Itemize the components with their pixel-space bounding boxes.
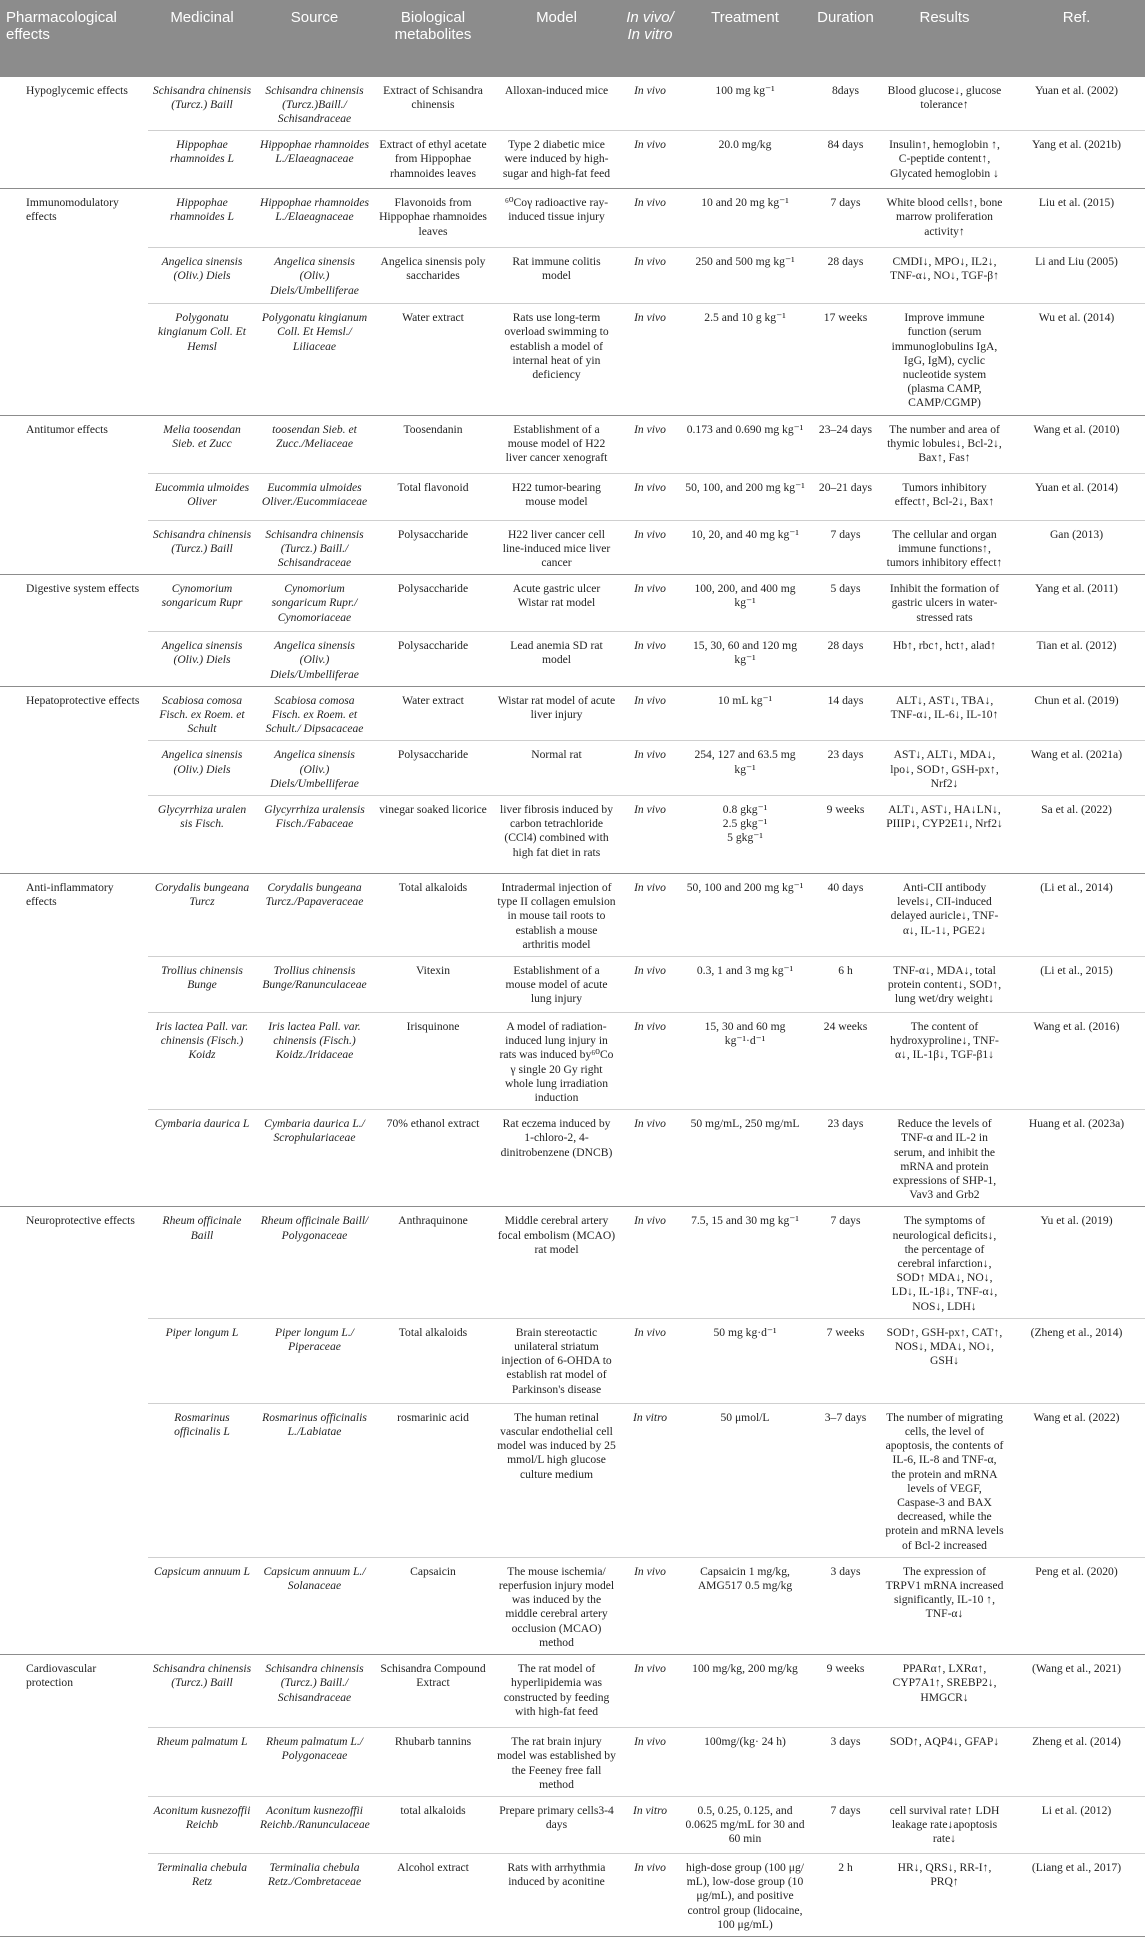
- cell-invivo: In vivo: [620, 741, 680, 796]
- cell-metabolites: Polysaccharide: [373, 632, 493, 687]
- cell-effect: Digestive system effects: [0, 575, 148, 632]
- cell-medicinal: Rheum officinale Baill: [148, 1207, 256, 1318]
- cell-effect: [0, 520, 148, 575]
- cell-model: ⁶⁰Coγ radioactive ray-induced tissue injury: [493, 189, 620, 248]
- table-row: [0, 248, 1145, 304]
- cell-results: TNF-α↓, MDA↓, total protein content↓, SOD↑, lung wet/dry weight↓: [881, 956, 1008, 1012]
- cell-medicinal: Angelica sinensis (Oliv.) Diels: [148, 632, 256, 687]
- cell-metabolites: total alkaloids: [373, 1796, 493, 1853]
- cell-source: Angelica sinensis (Oliv.) Diels/Umbelliferae: [256, 741, 373, 796]
- cell-model: H22 tumor-bearing mouse model: [493, 473, 620, 520]
- cell-duration: 3 days: [810, 1728, 881, 1797]
- cell-results: Insulin↑, hemoglobin ↑, C-peptide content↑, Glycated hemoglobin ↓: [881, 131, 1008, 189]
- cell-model: Acute gastric ulcer Wistar rat model: [493, 575, 620, 632]
- cell-source: Polygonatu kingianum Coll. Et Hemsl./ Liliaceae: [256, 304, 373, 415]
- cell-results: The number and area of thymic lobules↓, Bcl-2↓, Bax↑, Fas↑: [881, 415, 1008, 473]
- cell-medicinal: Trollius chinensis Bunge: [148, 956, 256, 1012]
- cell-invivo: In vivo: [620, 131, 680, 189]
- cell-ref: (Li et al., 2015): [1008, 956, 1145, 1012]
- cell-ref: Wu et al. (2014): [1008, 304, 1145, 415]
- cell-medicinal: Piper longum L: [148, 1318, 256, 1403]
- cell-duration: 7 days: [810, 1796, 881, 1853]
- cell-metabolites: Polysaccharide: [373, 520, 493, 575]
- cell-source: Glycyrrhiza uralensis Fisch./Fabaceae: [256, 795, 373, 873]
- table-row: [0, 520, 1145, 575]
- cell-model: liver fibrosis induced by carbon tetrachloride (CCl4) combined with high fat diet in rats: [493, 795, 620, 873]
- cell-duration: 3 days: [810, 1557, 881, 1654]
- cell-metabolites: Schisandra Compound Extract: [373, 1655, 493, 1728]
- cell-effect: Hepatoprotective effects: [0, 686, 148, 741]
- cell-invivo: In vivo: [620, 1207, 680, 1318]
- cell-metabolites: Toosendanin: [373, 415, 493, 473]
- cell-ref: Zheng et al. (2014): [1008, 1728, 1145, 1797]
- cell-source: Corydalis bungeana Turcz./Papaveraceae: [256, 873, 373, 956]
- cell-effect: Antitumor effects: [0, 415, 148, 473]
- cell-medicinal: Polygonatu kingianum Coll. Et Hemsl: [148, 304, 256, 415]
- cell-duration: 24 weeks: [810, 1012, 881, 1109]
- cell-results: Improve immune function (serum immunoglobulins IgA, IgG, IgM), cyclic nucleotide system (plasma CAMP, CAMP/CGMP): [881, 304, 1008, 415]
- cell-medicinal: Cymbaria daurica L: [148, 1110, 256, 1207]
- cell-invivo: In vivo: [620, 1318, 680, 1403]
- header-duration: Duration: [810, 0, 881, 76]
- cell-results: The cellular and organ immune functions↑, tumors inhibitory effect↑: [881, 520, 1008, 575]
- cell-duration: 14 days: [810, 686, 881, 741]
- header-source: Source: [256, 0, 373, 76]
- cell-medicinal: Angelica sinensis (Oliv.) Diels: [148, 248, 256, 304]
- cell-treatment: 100 mg/kg, 200 mg/kg: [680, 1655, 810, 1728]
- cell-invivo: In vitro: [620, 1796, 680, 1853]
- cell-results: ALT↓, AST↓, HA↓LN↓, PIIIP↓, CYP2E1↓, Nrf2↓: [881, 795, 1008, 873]
- cell-ref: Li et al. (2012): [1008, 1796, 1145, 1853]
- cell-source: toosendan Sieb. et Zucc./Meliaceae: [256, 415, 373, 473]
- table-row: [0, 686, 1145, 741]
- cell-metabolites: Total alkaloids: [373, 1318, 493, 1403]
- cell-results: SOD↑, GSH-px↑, CAT↑, NOS↓, MDA↓, NO↓, GSH↓: [881, 1318, 1008, 1403]
- cell-effect: [0, 473, 148, 520]
- cell-invivo: In vivo: [620, 1728, 680, 1797]
- cell-results: Hb↑, rbc↑, hct↑, alad↑: [881, 632, 1008, 687]
- table-row: [0, 1557, 1145, 1654]
- cell-treatment: 0.173 and 0.690 mg kg⁻¹: [680, 415, 810, 473]
- cell-treatment: 10 mL kg⁻¹: [680, 686, 810, 741]
- cell-results: Anti-CII antibody levels↓, CII-induced delayed auricle↓, TNF-α↓, IL-1↓, PGE2↓: [881, 873, 1008, 956]
- cell-ref: Peng et al. (2020): [1008, 1557, 1145, 1654]
- cell-ref: Wang et al. (2016): [1008, 1012, 1145, 1109]
- cell-effect: [0, 1318, 148, 1403]
- cell-effect: [0, 1110, 148, 1207]
- table-row: [0, 76, 1145, 131]
- cell-treatment: 10 and 20 mg kg⁻¹: [680, 189, 810, 248]
- cell-ref: Chun et al. (2019): [1008, 686, 1145, 741]
- cell-ref: Li and Liu (2005): [1008, 248, 1145, 304]
- cell-medicinal: Schisandra chinensis (Turcz.) Baill: [148, 520, 256, 575]
- cell-source: Hippophae rhamnoides L./Elaeagnaceae: [256, 189, 373, 248]
- cell-duration: 23–24 days: [810, 415, 881, 473]
- cell-metabolites: Anthraquinone: [373, 1207, 493, 1318]
- cell-treatment: 0.3, 1 and 3 mg kg⁻¹: [680, 956, 810, 1012]
- table-row: [0, 1318, 1145, 1403]
- cell-metabolites: vinegar soaked licorice: [373, 795, 493, 873]
- table-row: [0, 1796, 1145, 1853]
- cell-ref: Gan (2013): [1008, 520, 1145, 575]
- table-row: [0, 473, 1145, 520]
- cell-duration: 2 h: [810, 1853, 881, 1936]
- table-row: [0, 741, 1145, 796]
- cell-model: A model of radiation-induced lung injury in rats was induced by⁶⁰Co γ single 20 Gy right whole lung irradiation induction: [493, 1012, 620, 1109]
- cell-duration: 9 weeks: [810, 795, 881, 873]
- cell-results: White blood cells↑, bone marrow proliferation activity↑: [881, 189, 1008, 248]
- cell-invivo: In vivo: [620, 1110, 680, 1207]
- header-invivo: In vivo/ In vitro: [620, 0, 680, 76]
- cell-invivo: In vivo: [620, 1557, 680, 1654]
- cell-medicinal: Terminalia chebula Retz: [148, 1853, 256, 1936]
- cell-ref: Yuan et al. (2002): [1008, 76, 1145, 131]
- cell-metabolites: Polysaccharide: [373, 741, 493, 796]
- cell-duration: 20–21 days: [810, 473, 881, 520]
- cell-invivo: In vivo: [620, 1853, 680, 1936]
- cell-duration: 3–7 days: [810, 1403, 881, 1557]
- cell-source: Rheum officinale Baill/ Polygonaceae: [256, 1207, 373, 1318]
- cell-effect: [0, 1012, 148, 1109]
- cell-treatment: 100, 200, and 400 mg kg⁻¹: [680, 575, 810, 632]
- cell-invivo: In vivo: [620, 873, 680, 956]
- cell-ref: Wang et al. (2021a): [1008, 741, 1145, 796]
- cell-ref: Sa et al. (2022): [1008, 795, 1145, 873]
- cell-duration: 7 weeks: [810, 1318, 881, 1403]
- cell-effect: [0, 1403, 148, 1557]
- table-row: [0, 1728, 1145, 1797]
- cell-metabolites: Polysaccharide: [373, 575, 493, 632]
- header-ref: Ref.: [1008, 0, 1145, 76]
- cell-results: CMDI↓, MPO↓, IL2↓, TNF-α↓, NO↓, TGF-β↑: [881, 248, 1008, 304]
- cell-ref: Huang et al. (2023a): [1008, 1110, 1145, 1207]
- table-row: [0, 956, 1145, 1012]
- cell-model: Establishment of a mouse model of H22 liver cancer xenograft: [493, 415, 620, 473]
- cell-ref: Liu et al. (2015): [1008, 189, 1145, 248]
- cell-invivo: In vivo: [620, 415, 680, 473]
- cell-source: Piper longum L./ Piperaceae: [256, 1318, 373, 1403]
- cell-invivo: In vivo: [620, 686, 680, 741]
- cell-results: SOD↑, AQP4↓, GFAP↓: [881, 1728, 1008, 1797]
- cell-results: The expression of TRPV1 mRNA increased significantly, IL-10 ↑, TNF-α↓: [881, 1557, 1008, 1654]
- cell-results: AST↓, ALT↓, MDA↓, lpo↓, SOD↑, GSH-px↑, Nrf2↓: [881, 741, 1008, 796]
- cell-source: Capsicum annuum L./ Solanaceae: [256, 1557, 373, 1654]
- cell-medicinal: Eucommia ulmoides Oliver: [148, 473, 256, 520]
- cell-invivo: In vitro: [620, 1403, 680, 1557]
- cell-effect: [0, 632, 148, 687]
- cell-medicinal: Scabiosa comosa Fisch. ex Roem. et Schult: [148, 686, 256, 741]
- table-row: [0, 131, 1145, 189]
- cell-duration: 7 days: [810, 189, 881, 248]
- cell-model: Lead anemia SD rat model: [493, 632, 620, 687]
- cell-ref: (Li et al., 2014): [1008, 873, 1145, 956]
- table-row: [0, 1655, 1145, 1728]
- cell-model: Rats with arrhythmia induced by aconitine: [493, 1853, 620, 1936]
- cell-effect: [0, 131, 148, 189]
- cell-effect: Hypoglycemic effects: [0, 76, 148, 131]
- table-row: [0, 415, 1145, 473]
- table-row: [0, 1853, 1145, 1936]
- cell-duration: 9 weeks: [810, 1655, 881, 1728]
- cell-medicinal: Melia toosendan Sieb. et Zucc: [148, 415, 256, 473]
- cell-results: HR↓, QRS↓, RR-I↑, PRQ↑: [881, 1853, 1008, 1936]
- cell-results: Inhibit the formation of gastric ulcers in water-stressed rats: [881, 575, 1008, 632]
- cell-model: The mouse ischemia/ reperfusion injury model was induced by the middle cerebral artery occlusion (MCAO) method: [493, 1557, 620, 1654]
- cell-medicinal: Iris lactea Pall. var. chinensis (Fisch.) Koidz: [148, 1012, 256, 1109]
- cell-invivo: In vivo: [620, 304, 680, 415]
- cell-results: cell survival rate↑ LDH leakage rate↓apoptosis rate↓: [881, 1796, 1008, 1853]
- cell-model: Prepare primary cells3-4 days: [493, 1796, 620, 1853]
- cell-effect: [0, 1796, 148, 1853]
- cell-effect: [0, 956, 148, 1012]
- cell-treatment: 7.5, 15 and 30 mg kg⁻¹: [680, 1207, 810, 1318]
- cell-model: The human retinal vascular endothelial cell model was induced by 25 mmol/L high glucose culture medium: [493, 1403, 620, 1557]
- cell-metabolites: Total flavonoid: [373, 473, 493, 520]
- cell-medicinal: Rosmarinus officinalis L: [148, 1403, 256, 1557]
- cell-effect: [0, 795, 148, 873]
- cell-ref: (Liang et al., 2017): [1008, 1853, 1145, 1936]
- cell-invivo: In vivo: [620, 76, 680, 131]
- table-row: [0, 632, 1145, 687]
- header-effect: Pharmacological effects: [0, 0, 148, 76]
- cell-source: Cynomorium songaricum Rupr./ Cynomoriaceae: [256, 575, 373, 632]
- table-body: [0, 76, 1145, 1936]
- cell-duration: 23 days: [810, 1110, 881, 1207]
- cell-source: Angelica sinensis (Oliv.) Diels/Umbelliferae: [256, 248, 373, 304]
- cell-source: Schisandra chinensis (Turcz.)Baill./ Schisandraceae: [256, 76, 373, 131]
- cell-model: Wistar rat model of acute liver injury: [493, 686, 620, 741]
- header-row: [0, 0, 1145, 76]
- cell-source: Rheum palmatum L./ Polygonaceae: [256, 1728, 373, 1797]
- cell-model: Alloxan-induced mice: [493, 76, 620, 131]
- cell-ref: Wang et al. (2010): [1008, 415, 1145, 473]
- cell-model: Rat immune colitis model: [493, 248, 620, 304]
- cell-invivo: In vivo: [620, 1655, 680, 1728]
- cell-treatment: 100 mg kg⁻¹: [680, 76, 810, 131]
- header-medicinal: Medicinal: [148, 0, 256, 76]
- table-row: [0, 304, 1145, 415]
- cell-model: Middle cerebral artery focal embolism (MCAO) rat model: [493, 1207, 620, 1318]
- cell-medicinal: Schisandra chinensis (Turcz.) Baill: [148, 76, 256, 131]
- cell-treatment: 2.5 and 10 g kg⁻¹: [680, 304, 810, 415]
- cell-metabolites: rosmarinic acid: [373, 1403, 493, 1557]
- cell-metabolites: Irisquinone: [373, 1012, 493, 1109]
- cell-results: The number of migrating cells, the level of apoptosis, the contents of IL-6, IL-8 and TNF-α, the protein and mRNA levels of VEGF, Caspase-3 and BAX decreased, while the protein and mRNA levels of Bcl-2 increased: [881, 1403, 1008, 1557]
- cell-invivo: In vivo: [620, 956, 680, 1012]
- cell-results: The content of hydroxyproline↓, TNF-α↓, IL-1β↓, TGF-β1↓: [881, 1012, 1008, 1109]
- cell-source: Terminalia chebula Retz./Combretaceae: [256, 1853, 373, 1936]
- cell-effect: [0, 741, 148, 796]
- cell-medicinal: Schisandra chinensis (Turcz.) Baill: [148, 1655, 256, 1728]
- cell-effect: Anti-inflammatory effects: [0, 873, 148, 956]
- table-row: [0, 1207, 1145, 1318]
- cell-ref: Yu et al. (2019): [1008, 1207, 1145, 1318]
- cell-invivo: In vivo: [620, 1012, 680, 1109]
- cell-results: PPARα↑, LXRα↑, CYP7A1↑, SREBP2↓, HMGCR↓: [881, 1655, 1008, 1728]
- cell-model: Intradermal injection of type II collagen emulsion in mouse tail roots to establish a mouse arthritis model: [493, 873, 620, 956]
- table-row: [0, 873, 1145, 956]
- cell-source: Iris lactea Pall. var. chinensis (Fisch.) Koidz./Iridaceae: [256, 1012, 373, 1109]
- cell-effect: [0, 1557, 148, 1654]
- cell-medicinal: Hippophae rhamnoides L: [148, 131, 256, 189]
- cell-effect: [0, 248, 148, 304]
- cell-source: Schisandra chinensis (Turcz.) Baill./ Schisandraceae: [256, 520, 373, 575]
- cell-medicinal: Capsicum annuum L: [148, 1557, 256, 1654]
- header-model: Model: [493, 0, 620, 76]
- cell-metabolites: Extract of ethyl acetate from Hippophae rhamnoides leaves: [373, 131, 493, 189]
- cell-model: Rat eczema induced by 1-chloro-2, 4-dinitrobenzene (DNCB): [493, 1110, 620, 1207]
- cell-source: Eucommia ulmoides Oliver./Eucommiaceae: [256, 473, 373, 520]
- cell-model: The rat model of hyperlipidemia was constructed by feeding with high-fat feed: [493, 1655, 620, 1728]
- cell-metabolites: Angelica sinensis poly saccharides: [373, 248, 493, 304]
- cell-model: Brain stereotactic unilateral striatum injection of 6-OHDA to establish rat model of Parkinson's disease: [493, 1318, 620, 1403]
- table-row: [0, 1012, 1145, 1109]
- cell-source: Scabiosa comosa Fisch. ex Roem. et Schult./ Dipsacaceae: [256, 686, 373, 741]
- cell-treatment: 50 mg kg·d⁻¹: [680, 1318, 810, 1403]
- cell-metabolites: Extract of Schisandra chinensis: [373, 76, 493, 131]
- cell-ref: Wang et al. (2022): [1008, 1403, 1145, 1557]
- cell-treatment: 50 mg/mL, 250 mg/mL: [680, 1110, 810, 1207]
- cell-effect: Cardiovascular protection: [0, 1655, 148, 1728]
- cell-invivo: In vivo: [620, 520, 680, 575]
- cell-treatment: high-dose group (100 μg/ mL), low-dose group (10 μg/mL), and positive control group (lidocaine, 100 μg/mL): [680, 1853, 810, 1936]
- cell-treatment: 10, 20, and 40 mg kg⁻¹: [680, 520, 810, 575]
- cell-effect: [0, 1728, 148, 1797]
- cell-source: Rosmarinus officinalis L./Labiatae: [256, 1403, 373, 1557]
- cell-ref: Yang et al. (2021b): [1008, 131, 1145, 189]
- cell-treatment: 15, 30, 60 and 120 mg kg⁻¹: [680, 632, 810, 687]
- cell-ref: Yang et al. (2011): [1008, 575, 1145, 632]
- cell-metabolites: Water extract: [373, 686, 493, 741]
- cell-model: H22 liver cancer cell line-induced mice liver cancer: [493, 520, 620, 575]
- cell-duration: 23 days: [810, 741, 881, 796]
- cell-duration: 84 days: [810, 131, 881, 189]
- cell-duration: 7 days: [810, 520, 881, 575]
- cell-model: Establishment of a mouse model of acute lung injury: [493, 956, 620, 1012]
- cell-duration: 40 days: [810, 873, 881, 956]
- cell-treatment: 254, 127 and 63.5 mg kg⁻¹: [680, 741, 810, 796]
- cell-duration: 6 h: [810, 956, 881, 1012]
- cell-ref: Yuan et al. (2014): [1008, 473, 1145, 520]
- cell-source: Angelica sinensis (Oliv.) Diels/Umbelliferae: [256, 632, 373, 687]
- cell-results: The symptoms of neurological deficits↓, the percentage of cerebral infarction↓, SOD↑ MDA↓, NO↓, LD↓, IL-1β↓, TNF-α↓, NOS↓, LDH↓: [881, 1207, 1008, 1318]
- cell-metabolites: Alcohol extract: [373, 1853, 493, 1936]
- cell-invivo: In vivo: [620, 632, 680, 687]
- cell-medicinal: Angelica sinensis (Oliv.) Diels: [148, 741, 256, 796]
- table-row: [0, 795, 1145, 873]
- cell-duration: 28 days: [810, 248, 881, 304]
- cell-invivo: In vivo: [620, 189, 680, 248]
- table-row: [0, 189, 1145, 248]
- cell-source: Hippophae rhamnoides L./Elaeagnaceae: [256, 131, 373, 189]
- cell-duration: 8days: [810, 76, 881, 131]
- table-row: [0, 1403, 1145, 1557]
- cell-treatment: 50 μmol/L: [680, 1403, 810, 1557]
- cell-results: Reduce the levels of TNF-α and IL-2 in serum, and inhibit the mRNA and protein expressions of SHP-1, Vav3 and Grb2: [881, 1110, 1008, 1207]
- cell-invivo: In vivo: [620, 473, 680, 520]
- cell-results: Blood glucose↓, glucose tolerance↑: [881, 76, 1008, 131]
- cell-source: Trollius chinensis Bunge/Ranunculaceae: [256, 956, 373, 1012]
- header-treatment: Treatment: [680, 0, 810, 76]
- cell-treatment: Capsaicin 1 mg/kg, AMG517 0.5 mg/kg: [680, 1557, 810, 1654]
- cell-source: Cymbaria daurica L./ Scrophulariaceae: [256, 1110, 373, 1207]
- header-metabolites: Biological metabolites: [373, 0, 493, 76]
- cell-medicinal: Hippophae rhamnoides L: [148, 189, 256, 248]
- cell-metabolites: Capsaicin: [373, 1557, 493, 1654]
- header-results: Results: [881, 0, 1008, 76]
- cell-metabolites: Water extract: [373, 304, 493, 415]
- cell-effect: [0, 1853, 148, 1936]
- cell-results: ALT↓, AST↓, TBA↓, TNF-α↓, IL-6↓, IL-10↑: [881, 686, 1008, 741]
- cell-treatment: 0.8 gkg⁻¹ 2.5 gkg⁻¹ 5 gkg⁻¹: [680, 795, 810, 873]
- cell-treatment: 15, 30 and 60 mg kg⁻¹·d⁻¹: [680, 1012, 810, 1109]
- cell-effect: [0, 304, 148, 415]
- cell-invivo: In vivo: [620, 248, 680, 304]
- cell-model: The rat brain injury model was established by the Feeney free fall method: [493, 1728, 620, 1797]
- cell-ref: (Zheng et al., 2014): [1008, 1318, 1145, 1403]
- cell-duration: 5 days: [810, 575, 881, 632]
- cell-medicinal: Corydalis bungeana Turcz: [148, 873, 256, 956]
- cell-medicinal: Rheum palmatum L: [148, 1728, 256, 1797]
- cell-source: Schisandra chinensis (Turcz.) Baill./ Schisandraceae: [256, 1655, 373, 1728]
- table-row: [0, 1110, 1145, 1207]
- table-row: [0, 575, 1145, 632]
- cell-model: Type 2 diabetic mice were induced by high-sugar and high-fat feed: [493, 131, 620, 189]
- cell-metabolites: Total alkaloids: [373, 873, 493, 956]
- cell-invivo: In vivo: [620, 795, 680, 873]
- cell-model: Normal rat: [493, 741, 620, 796]
- cell-effect: Neuroprotective effects: [0, 1207, 148, 1318]
- cell-treatment: 50, 100, and 200 mg kg⁻¹: [680, 473, 810, 520]
- cell-treatment: 250 and 500 mg kg⁻¹: [680, 248, 810, 304]
- cell-model: Rats use long-term overload swimming to establish a model of internal heat of yin deficiency: [493, 304, 620, 415]
- cell-medicinal: Cynomorium songaricum Rupr: [148, 575, 256, 632]
- cell-metabolites: Vitexin: [373, 956, 493, 1012]
- cell-treatment: 20.0 mg/kg: [680, 131, 810, 189]
- cell-effect: Immunomodulatory effects: [0, 189, 148, 248]
- cell-invivo: In vivo: [620, 575, 680, 632]
- cell-duration: 7 days: [810, 1207, 881, 1318]
- cell-duration: 17 weeks: [810, 304, 881, 415]
- cell-metabolites: Flavonoids from Hippophae rhamnoides leaves: [373, 189, 493, 248]
- cell-duration: 28 days: [810, 632, 881, 687]
- cell-treatment: 100mg/(kg· 24 h): [680, 1728, 810, 1797]
- cell-treatment: 0.5, 0.25, 0.125, and 0.0625 mg/mL for 30 and 60 min: [680, 1796, 810, 1853]
- cell-ref: Tian et al. (2012): [1008, 632, 1145, 687]
- cell-source: Aconitum kusnezoffii Reichb./Ranunculaceae: [256, 1796, 373, 1853]
- cell-metabolites: 70% ethanol extract: [373, 1110, 493, 1207]
- cell-metabolites: Rhubarb tannins: [373, 1728, 493, 1797]
- cell-treatment: 50, 100 and 200 mg kg⁻¹: [680, 873, 810, 956]
- cell-results: Tumors inhibitory effect↑, Bcl-2↓, Bax↑: [881, 473, 1008, 520]
- cell-medicinal: Glycyrrhiza uralen sis Fisch.: [148, 795, 256, 873]
- cell-medicinal: Aconitum kusnezoffii Reichb: [148, 1796, 256, 1853]
- cell-ref: (Wang et al., 2021): [1008, 1655, 1145, 1728]
